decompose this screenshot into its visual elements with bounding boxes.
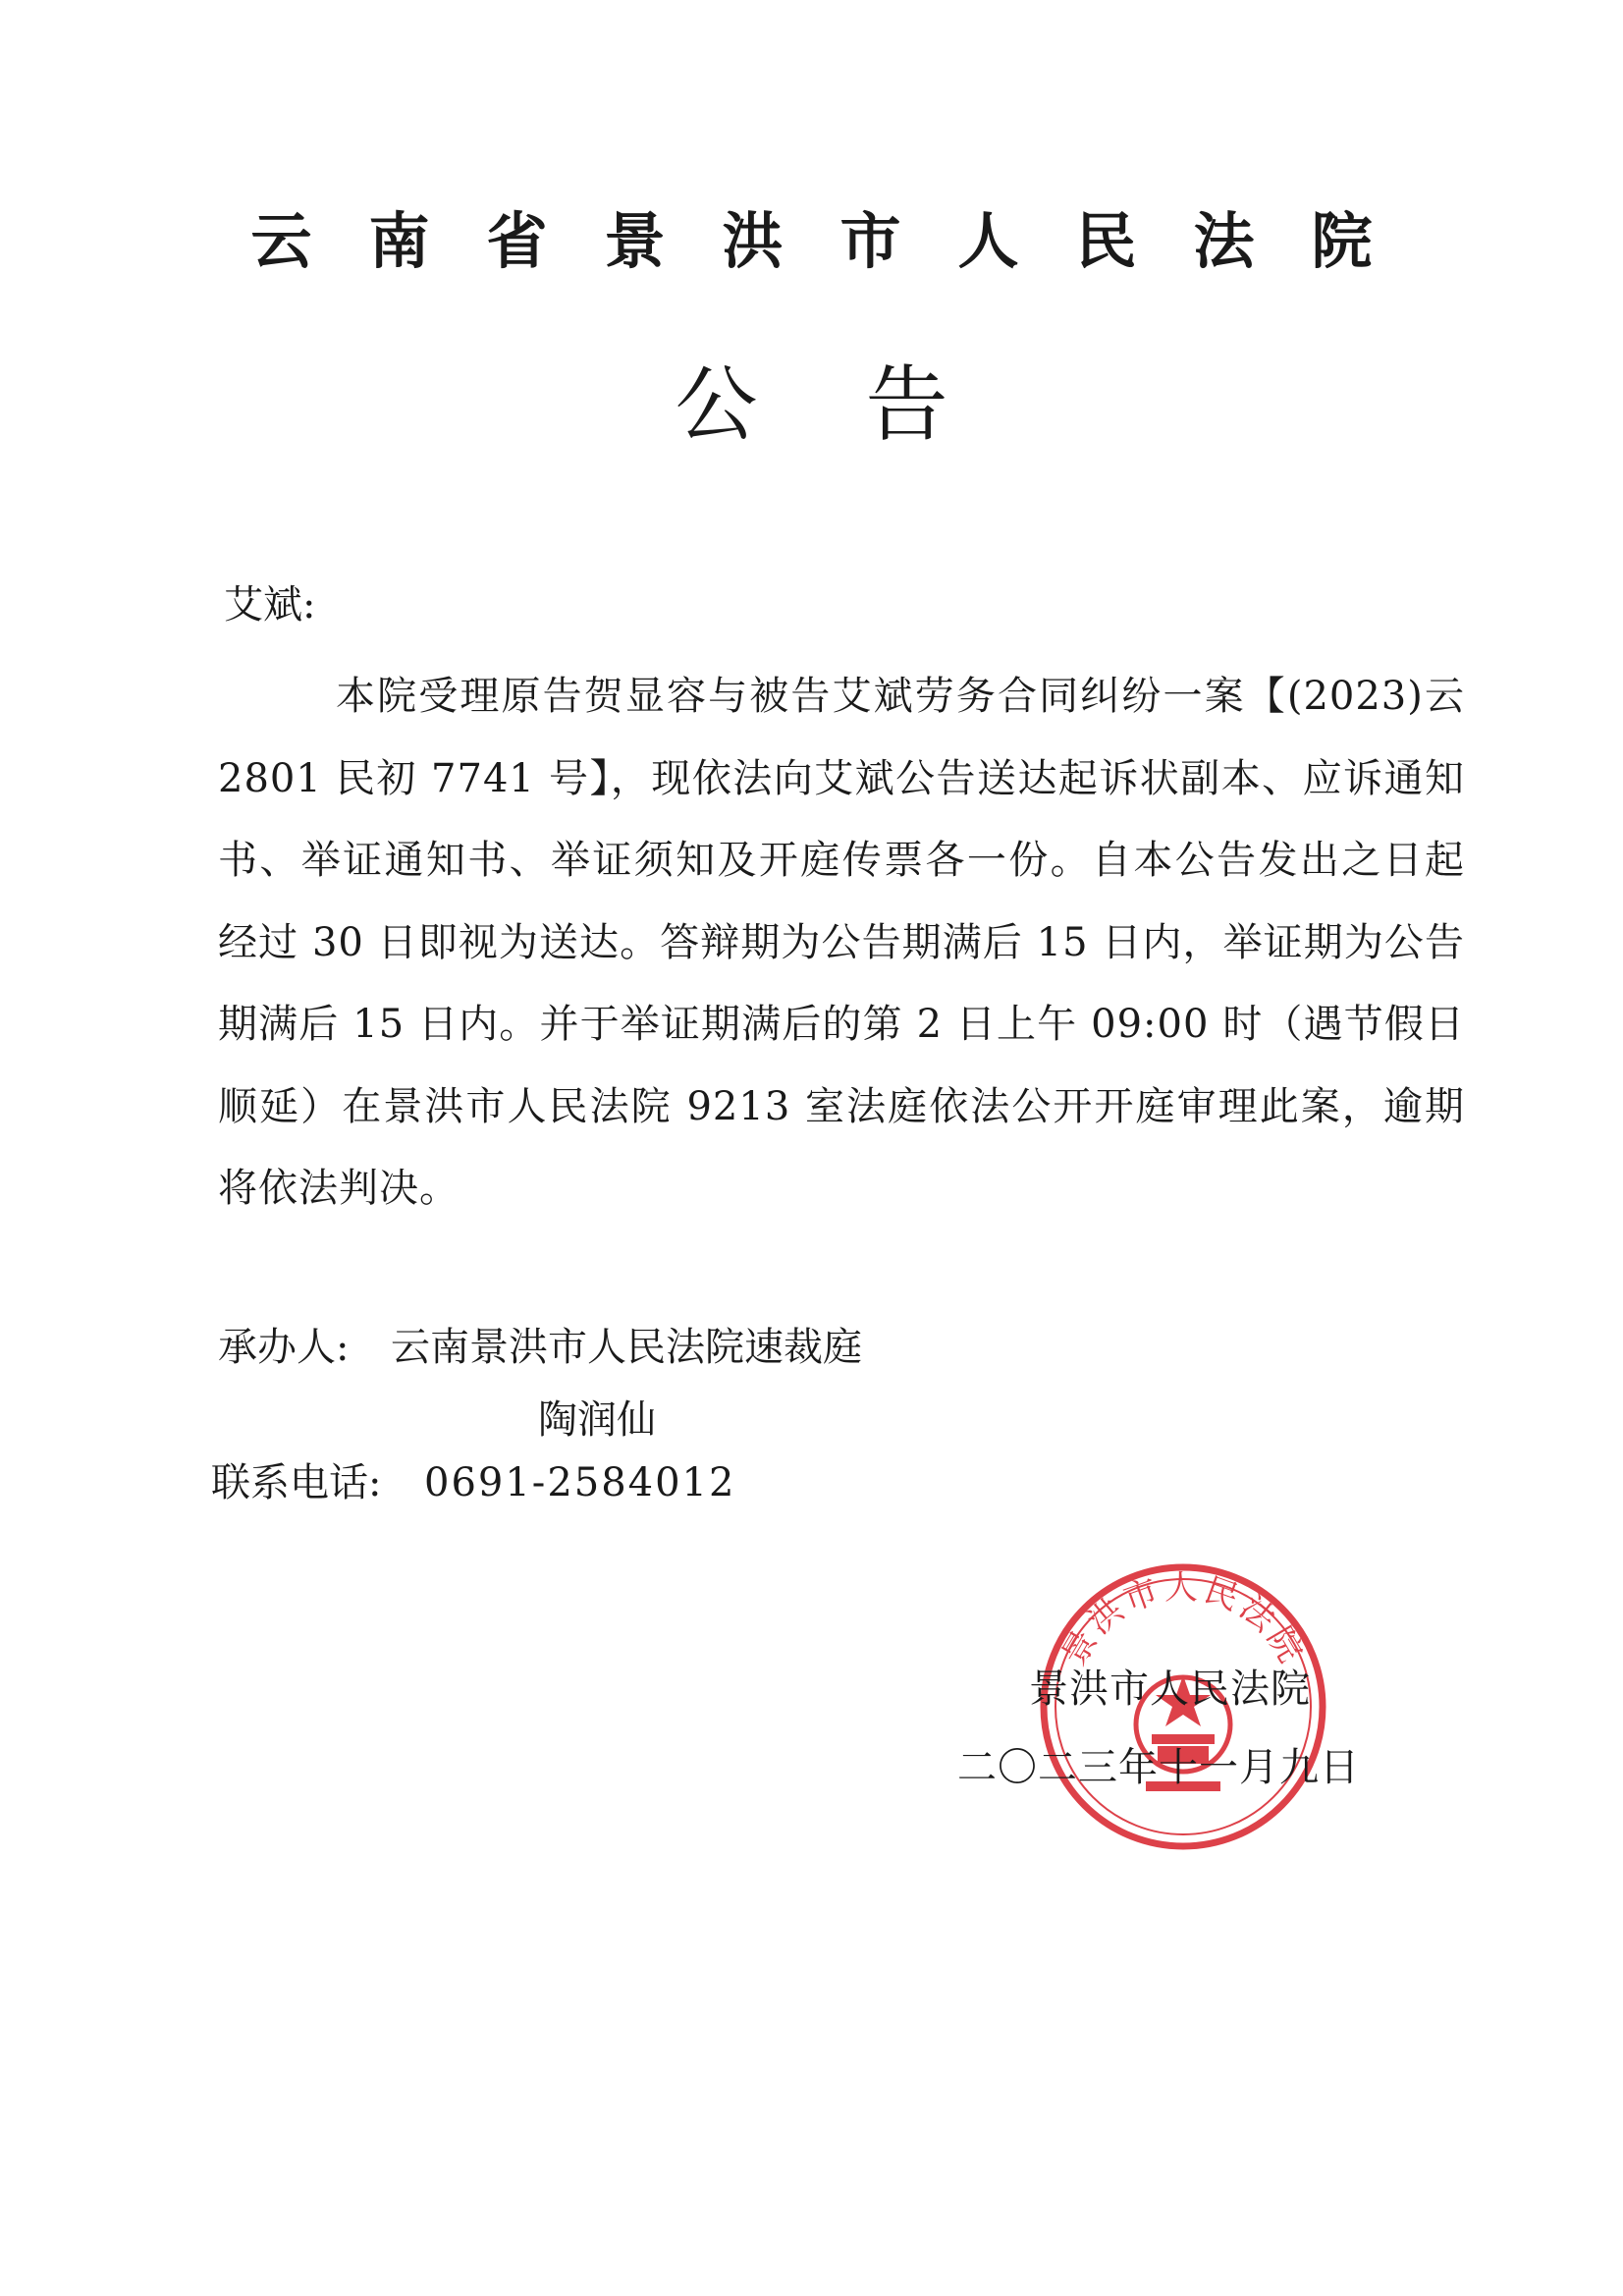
issuing-court: 景洪市人民法院 — [1029, 1667, 1311, 1712]
seal-arc-text-path: 景洪市人民法院 — [1054, 1568, 1313, 1673]
court-name-heading: 云南省景洪市人民法院 — [250, 205, 1430, 277]
issue-date: 二〇二三年十一月九日 — [957, 1745, 1360, 1790]
phone-label: 联系电话: — [211, 1460, 382, 1505]
notice-body-paragraph: 本院受理原告贺显容与被告艾斌劳务合同纠纷一案【(2023)云 2801 民初 7741 号】，现依法向艾斌公告送达起诉状副本、应诉通知书、举证通知书、举证须知及开庭传票各一份。自本公告发出之日起经过 30 日即视为送达。答辩期为公告期满后 15 日内，举证期为公告期满后 15 日内。并于举证期满后的第 2 日上午 09:00 时（遇节假日顺延）在景洪市人民法院 9213 室法庭依法公开开庭审理此案，逾期将依法判决。 — [218, 674, 1465, 1211]
handler-name: 陶润仙 — [538, 1397, 656, 1443]
handler-label: 承办人: — [218, 1325, 350, 1370]
seal-arc-text — [1055, 1568, 1312, 1672]
document-title: 公告 — [675, 356, 1056, 453]
phone-number: 0691-2584012 — [424, 1460, 736, 1505]
handler-department: 云南景洪市人民法院速裁庭 — [391, 1325, 862, 1370]
addressee: 艾斌: — [224, 582, 316, 628]
